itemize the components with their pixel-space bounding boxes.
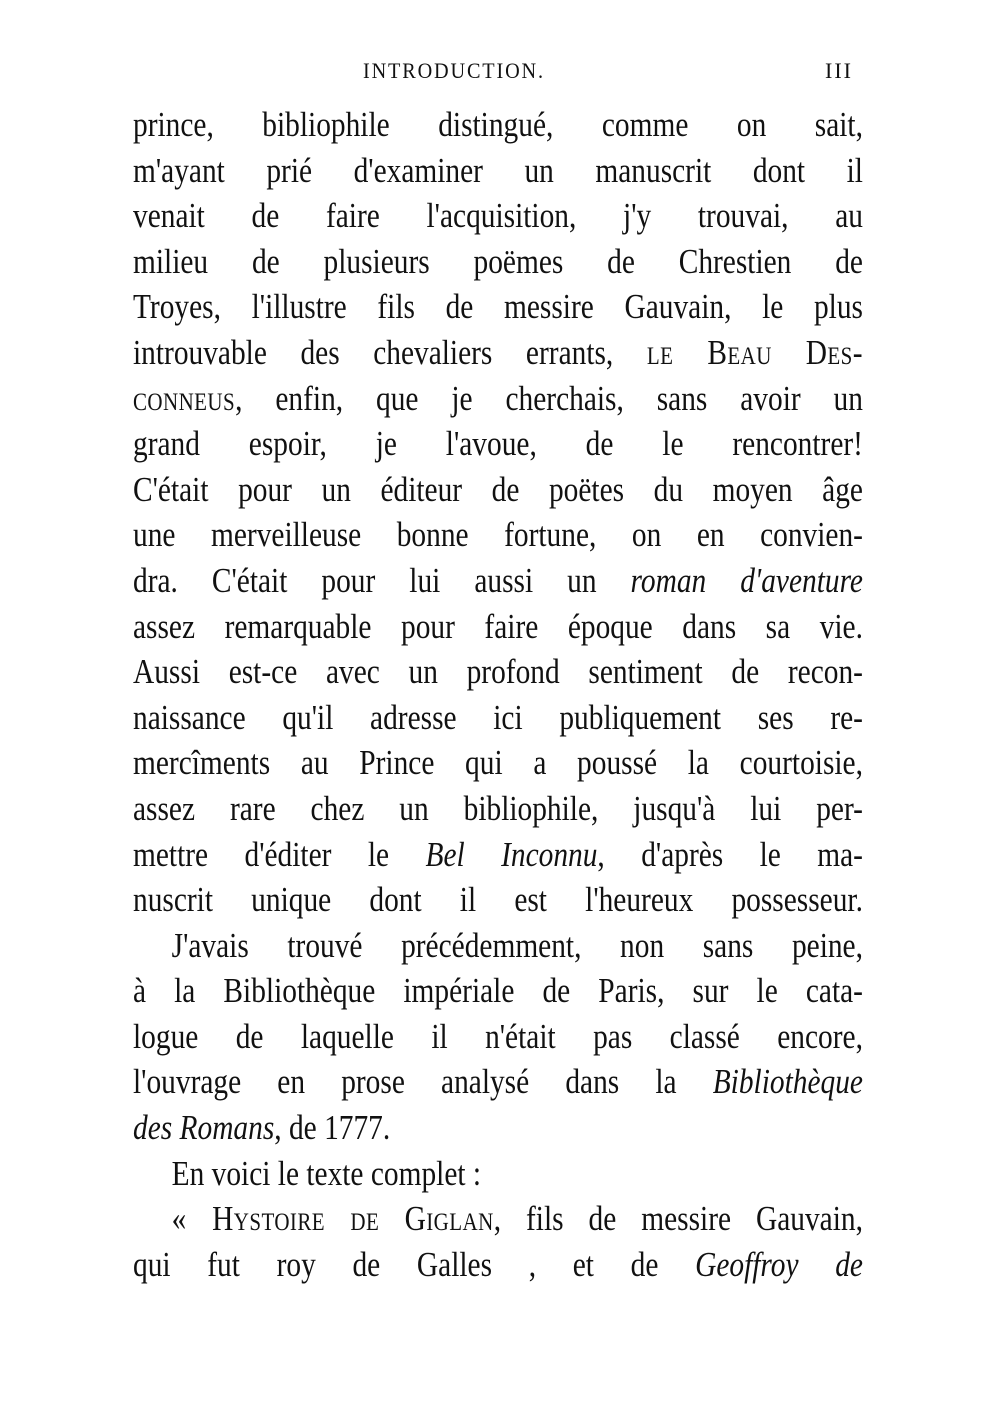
text-line xyxy=(133,102,863,148)
text-line xyxy=(133,1014,863,1060)
text-line xyxy=(133,148,863,194)
small-caps-title: conneus xyxy=(133,378,236,418)
text-line xyxy=(133,512,863,558)
text-run: logue de laquelle il n'était pas classé encore, xyxy=(133,1016,863,1056)
text-run: une merveilleuse bonne fortune, on en convien- xyxy=(133,515,863,555)
text-line xyxy=(133,421,863,467)
text-line xyxy=(133,740,863,786)
text-line xyxy=(133,877,863,923)
italic-title: Bel Inconnu xyxy=(425,834,598,874)
text-run: assez rare chez un bibliophile, jusqu'à lui per- xyxy=(133,788,863,828)
italic-title: Bibliothèque xyxy=(712,1062,863,1102)
text-run: à la Bibliothèque impériale de Paris, sur le cata- xyxy=(133,971,863,1011)
italic-title: Geoffroy de xyxy=(695,1244,863,1284)
text-run: , enfin, que je cherchais, sans avoir un xyxy=(235,378,863,418)
text-run: prince, bibliophile distingué, comme on sait, xyxy=(133,105,863,144)
text-run: milieu de plusieurs poëmes de Chrestien de xyxy=(133,241,863,281)
italic-title: des Romans xyxy=(133,1108,275,1148)
body-text xyxy=(133,102,863,1287)
text-run: qui fut roy de Galles , et de xyxy=(133,1244,659,1284)
page-number: III xyxy=(825,58,853,83)
text-run: , d'après le ma- xyxy=(597,834,863,874)
text-line xyxy=(133,330,863,376)
text-line xyxy=(133,467,863,513)
text-line xyxy=(133,695,863,741)
text-run: , fils de messire Gauvain, xyxy=(493,1199,863,1239)
small-caps-title: « Hystoire de Giglan xyxy=(171,1199,494,1239)
text-line xyxy=(133,786,863,832)
text-line xyxy=(133,1105,746,1151)
page-header xyxy=(133,54,863,94)
text-line xyxy=(133,284,863,330)
text-line xyxy=(133,604,863,650)
text-line xyxy=(133,649,863,695)
text-run: En voici le texte complet : xyxy=(171,1153,482,1193)
text-run: grand espoir, je l'avoue, de le rencontrer! xyxy=(133,424,863,464)
text-line xyxy=(133,558,863,604)
text-run: mettre d'éditer le xyxy=(133,834,390,874)
text-run: mercîments au Prince qui a poussé la courtoisie, xyxy=(133,743,863,783)
running-title: INTRODUCTION. xyxy=(363,58,545,83)
quote-first-line xyxy=(133,1196,863,1242)
text-run: nuscrit unique dont il est l'heureux possesseur. xyxy=(133,880,863,920)
text-run: Aussi est-ce avec un profond sentiment de recon- xyxy=(133,652,863,692)
text-line xyxy=(133,968,863,1014)
small-caps-title: le Beau Des- xyxy=(646,332,863,372)
paragraph-first-line xyxy=(133,1151,863,1197)
text-run: C'était pour un éditeur de poëtes du moyen âge xyxy=(133,469,863,509)
text-run: naissance qu'il adresse ici publiquement ses re- xyxy=(133,697,863,737)
paragraph-first-line xyxy=(133,923,863,969)
text-run: Troyes, l'illustre fils de messire Gauvain, le plus xyxy=(133,287,863,327)
text-run: dra. C'était pour lui aussi un xyxy=(133,560,597,600)
italic-title: roman d'aventure xyxy=(630,560,863,600)
text-run: venait de faire l'acquisition, j'y trouvai, au xyxy=(133,196,863,236)
text-run: assez remarquable pour faire époque dans sa vie. xyxy=(133,606,863,646)
text-line xyxy=(133,832,863,878)
text-run: introuvable des chevaliers errants, xyxy=(133,332,614,372)
text-run: m'ayant prié d'examiner un manuscrit dont il xyxy=(133,150,863,190)
text-line xyxy=(133,239,863,285)
text-run: l'ouvrage en prose analysé dans la xyxy=(133,1062,677,1102)
text-line xyxy=(133,1242,863,1288)
text-run: J'avais trouvé précédemment, non sans peine, xyxy=(171,925,863,965)
text-line xyxy=(133,193,863,239)
text-line xyxy=(133,1059,863,1105)
text-run: , de 1777. xyxy=(274,1108,391,1148)
text-line xyxy=(133,376,863,422)
